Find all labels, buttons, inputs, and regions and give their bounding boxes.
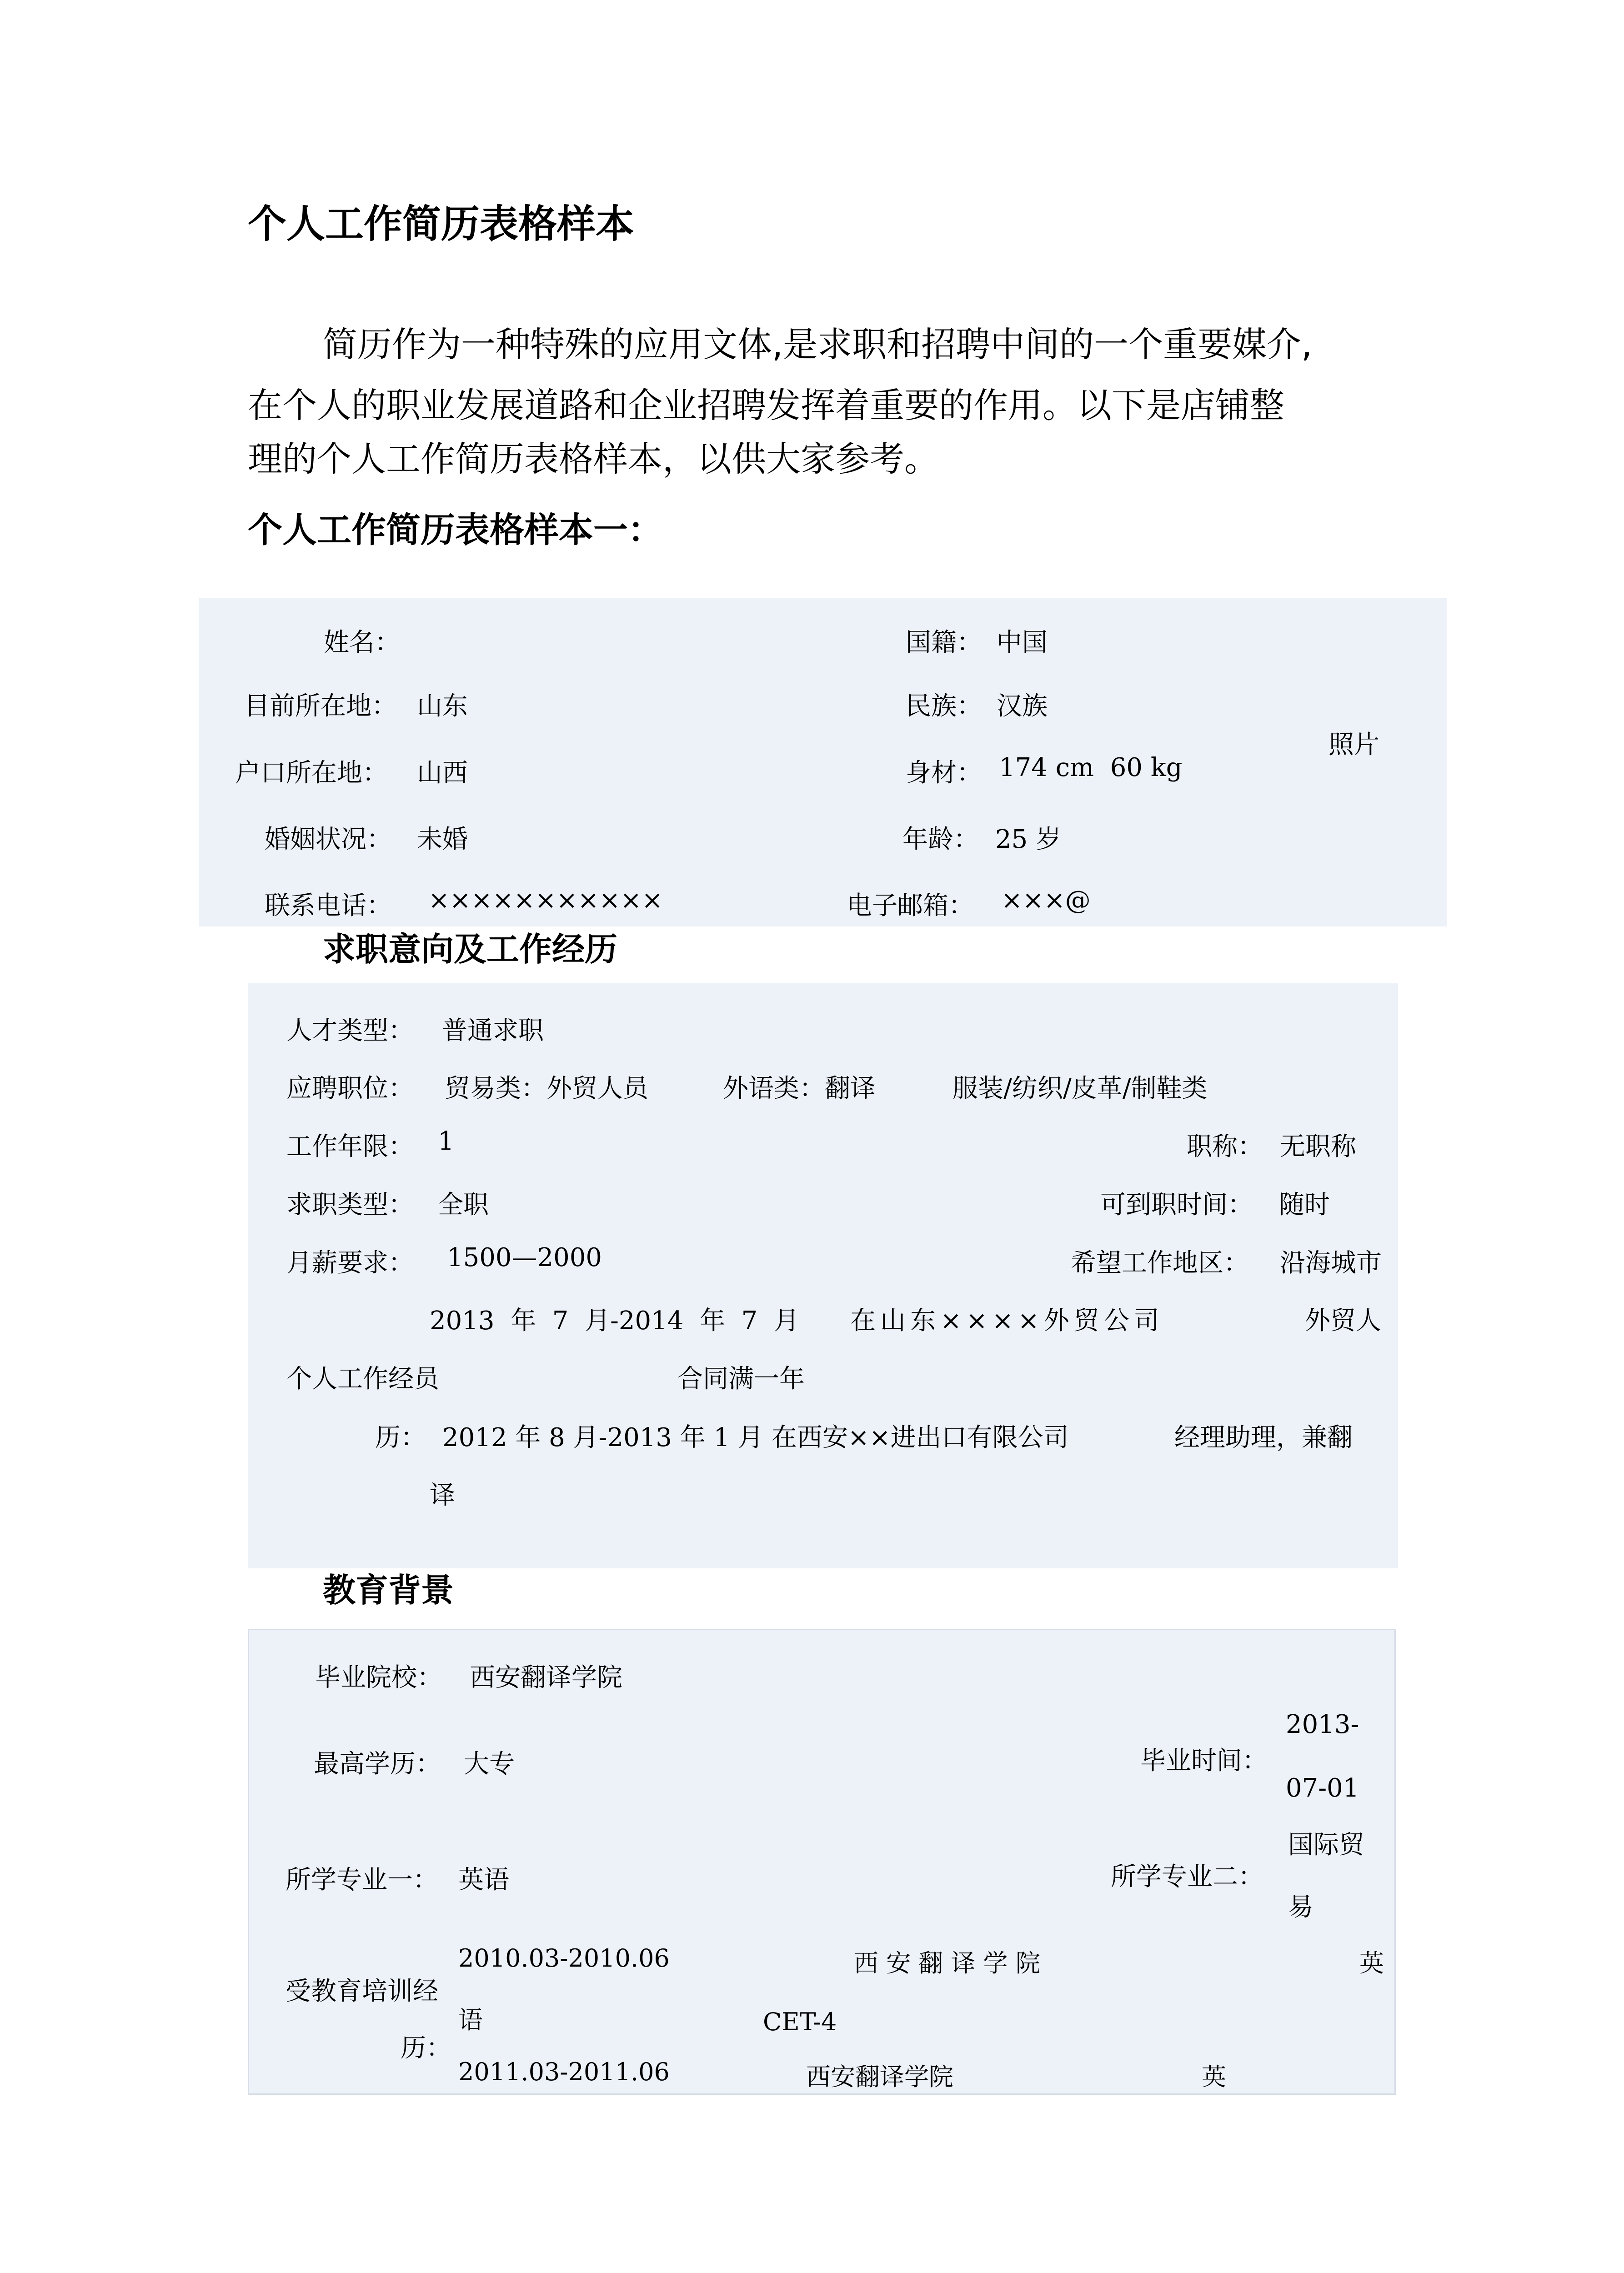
experience-label-a: 个人工作经员 <box>286 1364 439 1394</box>
major2-label: 所学专业二： <box>1111 1862 1263 1892</box>
job-panel <box>248 983 1398 1568</box>
training1-period: 2010.03-2010.06 <box>458 1944 670 1973</box>
nationality-label: 国籍： <box>906 628 982 657</box>
location-label: 目前所在地： <box>244 691 397 721</box>
phone-label: 联系电话： <box>265 891 392 921</box>
photo-placeholder: 照片 <box>1328 730 1379 760</box>
email-label: 电子邮箱： <box>847 891 974 921</box>
build-label: 身材： <box>906 758 982 788</box>
exp1-contract: 合同满一年 <box>677 1364 805 1394</box>
page-title: 个人工作简历表格样本 <box>248 202 635 247</box>
hukou-value: 山西 <box>417 758 468 788</box>
personal-info-panel <box>199 598 1447 926</box>
grad-label: 毕业时间： <box>1140 1746 1268 1776</box>
start-label: 可到职时间： <box>1100 1190 1253 1220</box>
start-value: 随时 <box>1279 1190 1330 1220</box>
job-type-value: 全职 <box>438 1190 489 1220</box>
training-label-a: 受教育培训经 <box>286 1977 438 2006</box>
age-label: 年龄： <box>902 825 979 854</box>
marital-value: 未婚 <box>417 825 468 854</box>
degree-label: 最高学历： <box>314 1749 441 1779</box>
area-label: 希望工作地区： <box>1071 1248 1249 1278</box>
school-label: 毕业院校： <box>315 1663 442 1692</box>
years-value: 1 <box>438 1126 454 1156</box>
training1-major-cont: 语 <box>458 2006 483 2034</box>
talent-type-value: 普通求职 <box>442 1016 544 1046</box>
training1-major: 英 <box>1359 1949 1384 1978</box>
salary-label: 月薪要求： <box>286 1248 414 1278</box>
training2-period: 2011.03-2011.06 <box>458 2058 670 2086</box>
exp2-text: 2012 年 8 月-2013 年 1 月 在西安××进出口有限公司 <box>442 1423 1069 1452</box>
position-apparel: 服装/纺织/皮革/制鞋类 <box>952 1074 1208 1103</box>
education-panel <box>248 1629 1396 2095</box>
title-label: 职称： <box>1187 1132 1263 1162</box>
exp2-role-cont: 译 <box>430 1481 455 1510</box>
ethnicity-value: 汉族 <box>997 691 1048 721</box>
build-value: 174 cm 60 kg <box>999 753 1183 782</box>
major1-label: 所学专业一： <box>286 1865 438 1895</box>
major2-value-a: 国际贸 <box>1288 1830 1364 1860</box>
education-section-heading: 教育背景 <box>323 1571 454 1609</box>
training1-school: 西 安 翻 译 学 院 <box>854 1949 1040 1978</box>
marital-label: 婚姻状况： <box>265 825 392 854</box>
exp1-period: 2013 年 7 月-2014 年 7 月 <box>430 1306 799 1336</box>
position-trade: 贸易类：外贸人员 <box>445 1074 648 1103</box>
exp1-company: 在山东××××外贸公司 <box>850 1306 1164 1336</box>
training-label-b: 历： <box>401 2033 451 2063</box>
training2-school: 西安翻译学院 <box>806 2063 953 2091</box>
location-value: 山东 <box>417 691 468 721</box>
position-label: 应聘职位： <box>286 1074 414 1103</box>
sample-heading: 个人工作简历表格样本一： <box>248 510 662 550</box>
major1-value: 英语 <box>458 1865 509 1895</box>
ethnicity-label: 民族： <box>906 691 982 721</box>
job-section-heading: 求职意向及工作经历 <box>323 930 618 968</box>
job-type-label: 求职类型： <box>286 1190 414 1220</box>
major2-value-b: 易 <box>1288 1892 1313 1922</box>
years-label: 工作年限： <box>286 1132 414 1162</box>
exp1-role: 外贸人 <box>1305 1306 1381 1336</box>
position-language: 外语类：翻译 <box>723 1074 876 1103</box>
talent-type-label: 人才类型： <box>286 1016 414 1046</box>
grad-value-year: 2013- <box>1286 1710 1359 1739</box>
school-value: 西安翻译学院 <box>470 1663 622 1692</box>
area-value: 沿海城市 <box>1280 1248 1382 1278</box>
salary-value: 1500—2000 <box>447 1243 602 1272</box>
nationality-value: 中国 <box>997 628 1048 657</box>
grad-value-date: 07-01 <box>1286 1773 1359 1803</box>
title-value: 无职称 <box>1280 1132 1356 1162</box>
intro-line-2: 在个人的职业发展道路和企业招聘发挥着重要的作用。以下是店铺整 <box>248 385 1284 426</box>
hukou-label: 户口所在地： <box>235 758 388 788</box>
degree-value: 大专 <box>464 1749 515 1779</box>
exp2-role: 经理助理，兼翻 <box>1174 1423 1353 1452</box>
experience-label-b: 历： <box>375 1423 426 1452</box>
training1-cert: CET-4 <box>763 2008 837 2036</box>
name-label: 姓名： <box>324 628 400 657</box>
training2-major: 英 <box>1202 2063 1226 2091</box>
email-value: ×××@ <box>1001 886 1091 915</box>
age-value: 25 岁 <box>995 825 1062 854</box>
intro-line-3: 理的个人工作简历表格样本，以供大家参考。 <box>248 439 939 479</box>
phone-value: ××××××××××× <box>428 886 663 915</box>
intro-line-1: 简历作为一种特殊的应用文体,是求职和招聘中间的一个重要媒介, <box>323 324 1313 365</box>
